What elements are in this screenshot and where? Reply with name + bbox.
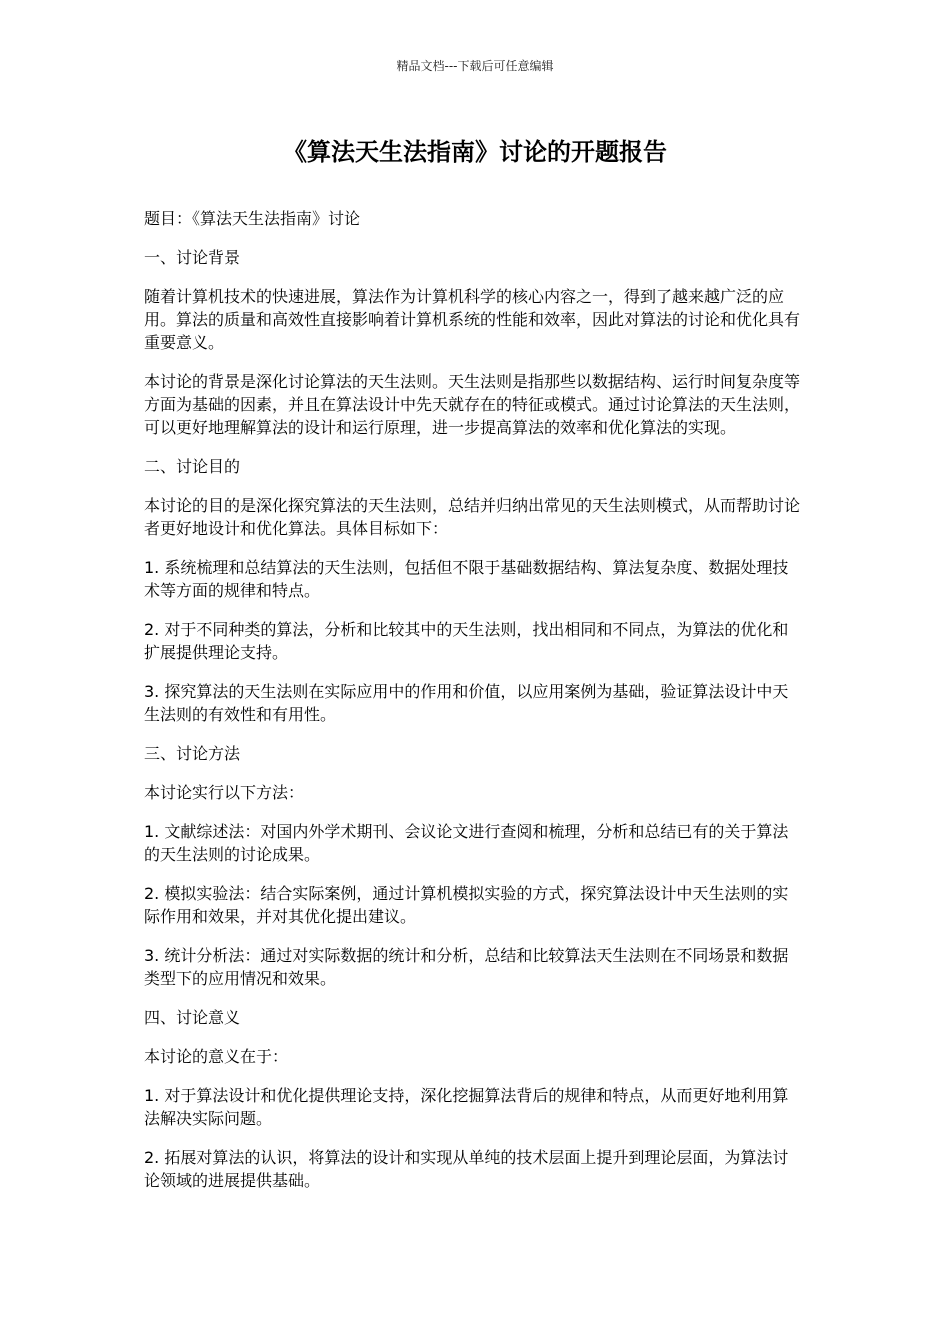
body-paragraph: 本讨论实行以下方法： — [144, 783, 305, 802]
header-note: 精品文档---下载后可任意编辑 — [396, 59, 554, 73]
topic-line: 题目：《算法天生法指南》讨论 — [144, 209, 361, 228]
document-title: 《算法天生法指南》讨论的开题报告 — [283, 138, 667, 166]
list-item: 1. 系统梳理和总结算法的天生法则，包括但不限于基础数据结构、算法复杂度、数据处理技术等方面的规律和特点。 — [144, 558, 789, 600]
list-item: 3. 统计分析法：通过对实际数据的统计和分析，总结和比较算法天生法则在不同场景和数据类型下的应用情况和效果。 — [144, 946, 789, 988]
section-heading-purpose: 二、讨论目的 — [144, 457, 241, 476]
body-paragraph: 本讨论的背景是深化讨论算法的天生法则。天生法则是指那些以数据结构、运行时间复杂度等方面为基础的因素，并且在算法设计中先天就存在的特征或模式。通过讨论算法的天生法则，可以更好地理解算法的设计和运行原理，进一步提高算法的效率和优化算法的实现。 — [144, 372, 801, 437]
list-item: 2. 对于不同种类的算法，分析和比较其中的天生法则，找出相同和不同点，为算法的优化和扩展提供理论支持。 — [144, 620, 789, 662]
body-paragraph: 本讨论的目的是深化探究算法的天生法则，总结并归纳出常见的天生法则模式，从而帮助讨论者更好地设计和优化算法。具体目标如下： — [144, 496, 801, 538]
section-heading-method: 三、讨论方法 — [144, 744, 241, 763]
list-item: 2. 拓展对算法的认识，将算法的设计和实现从单纯的技术层面上提升到理论层面，为算法讨论领域的进展提供基础。 — [144, 1148, 789, 1190]
body-paragraph: 本讨论的意义在于： — [144, 1047, 289, 1066]
body-paragraph: 随着计算机技术的快速进展，算法作为计算机科学的核心内容之一，得到了越来越广泛的应用。算法的质量和高效性直接影响着计算机系统的性能和效率，因此对算法的讨论和优化具有重要意义。 — [144, 287, 801, 352]
section-heading-background: 一、讨论背景 — [144, 248, 241, 267]
list-item: 1. 对于算法设计和优化提供理论支持，深化挖掘算法背后的规律和特点，从而更好地利用算法解决实际问题。 — [144, 1086, 789, 1128]
section-heading-significance: 四、讨论意义 — [144, 1008, 241, 1027]
document-body — [144, 207, 804, 1208]
list-item: 3. 探究算法的天生法则在实际应用中的作用和价值，以应用案例为基础，验证算法设计中天生法则的有效性和有用性。 — [144, 682, 789, 724]
list-item: 1. 文献综述法：对国内外学术期刊、会议论文进行查阅和梳理，分析和总结已有的关于算法的天生法则的讨论成果。 — [144, 822, 789, 864]
list-item: 2. 模拟实验法：结合实际案例，通过计算机模拟实验的方式，探究算法设计中天生法则的实际作用和效果，并对其优化提出建议。 — [144, 884, 789, 926]
